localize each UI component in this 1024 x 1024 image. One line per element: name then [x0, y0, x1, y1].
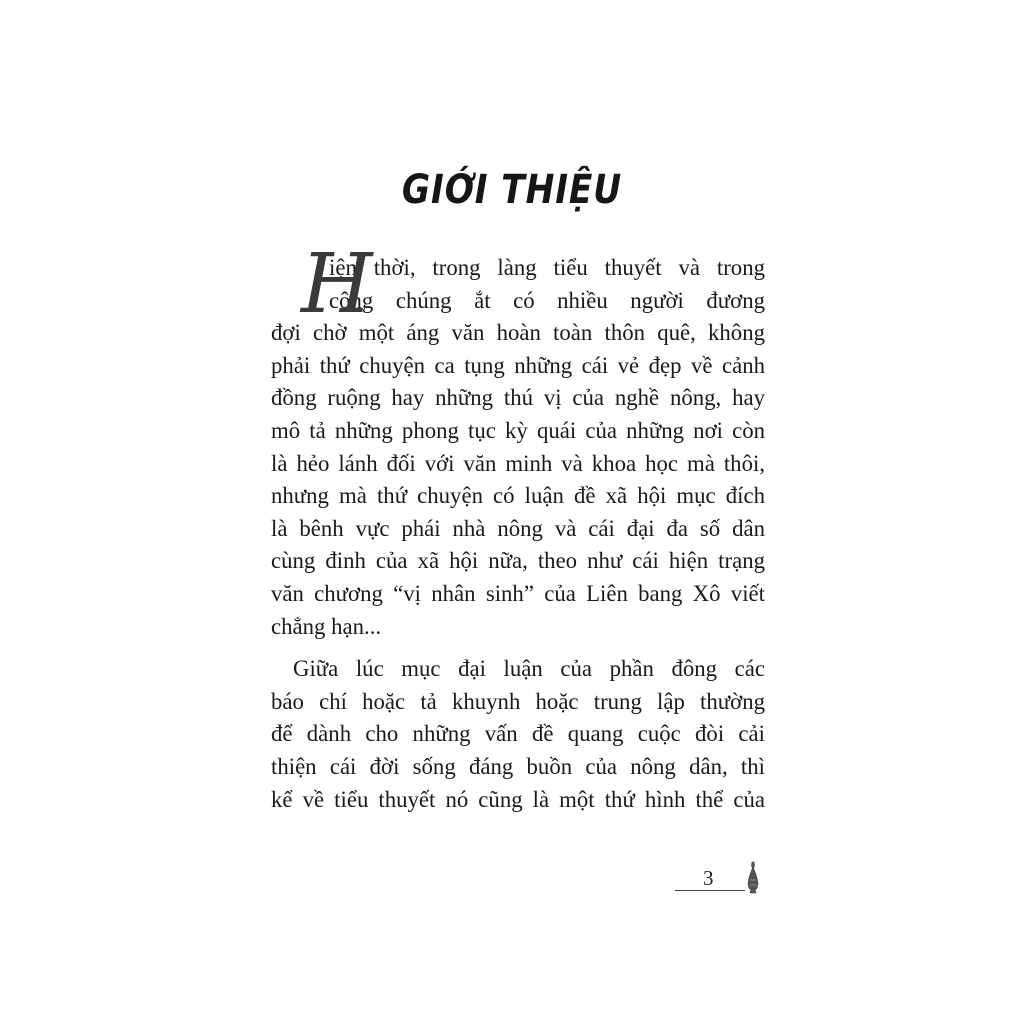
- paragraph-gap: [271, 643, 765, 653]
- page-number: 3: [703, 866, 714, 890]
- text-line: phải thứ chuyện ca tụng những cái vẻ đẹp về cảnh: [271, 352, 765, 378]
- text-line: thiện cái đời sống đáng buồn của nông dân, thì: [271, 753, 765, 779]
- page-title: GIỚI THIỆU: [401, 166, 623, 213]
- text-line: mô tả những phong tục kỳ quái của những nơi còn: [271, 417, 765, 443]
- text-line: đồng ruộng hay những thú vị của nghề nông, hay: [271, 385, 765, 411]
- text-line: công chúng ắt có nhiều người đương: [329, 287, 765, 313]
- text-line: văn chương “vị nhân sinh” của Liên bang Xô viết: [271, 580, 765, 606]
- text-line: báo chí hoặc tả khuynh hoặc trung lập thường: [271, 688, 765, 714]
- vase-ornament-icon: [745, 860, 761, 894]
- text-line: kể về tiểu thuyết nó cũng là một thứ hình thể của: [271, 786, 765, 812]
- text-line: là hẻo lánh đối với văn minh và khoa học mà thôi,: [271, 450, 765, 476]
- drop-cap: H: [301, 237, 373, 332]
- body-text: [271, 237, 765, 816]
- text-line: Giữa lúc mục đại luận của phần đông các: [293, 656, 765, 682]
- text-line: cùng đinh của xã hội nữa, theo như cái hiện trạng: [271, 548, 765, 574]
- text-line: chẳng hạn...: [271, 613, 382, 639]
- text-line: là bênh vực phái nhà nông và cái đại đa số dân: [271, 515, 765, 541]
- text-line: iện thời, trong làng tiểu thuyết và trong: [329, 255, 765, 280]
- text-line: nhưng mà thứ chuyện có luận đề xã hội mục đích: [271, 483, 765, 509]
- text-line: đợi chờ một áng văn hoàn toàn thôn quê, không: [271, 320, 765, 346]
- text-line: để dành cho những vấn đề quang cuộc đòi cải: [271, 721, 765, 747]
